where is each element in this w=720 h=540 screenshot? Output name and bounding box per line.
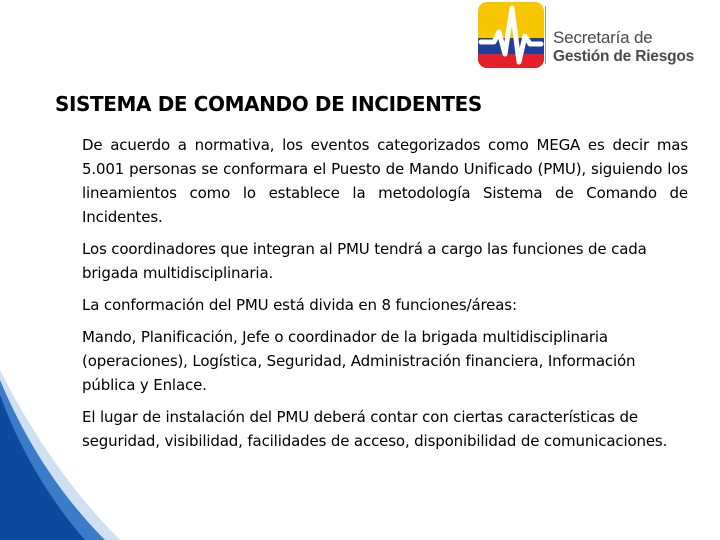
logo-line-secretaria: Secretaría de bbox=[553, 28, 653, 47]
paragraph-pmu-functions-intro: La conformación del PMU está divida en 8 funciones/áreas: bbox=[82, 296, 517, 314]
slide-title: SISTEMA DE COMANDO DE INCIDENTES bbox=[55, 92, 482, 116]
logo-divider bbox=[545, 6, 546, 64]
slide-body bbox=[82, 133, 688, 461]
paragraph-mega-events: De acuerdo a normativa, los eventos categorizados como MEGA es decir mas 5.001 personas se conformara el Puesto de Mando Unificado (PMU), siguiendo los lineamientos como lo establece la metodología Sistema de Comando de Incidentes. bbox=[82, 136, 688, 226]
logo-wordmark bbox=[553, 28, 694, 66]
paragraph-coordinators: Los coordinadores que integran al PMU tendrá a cargo las funciones de cada brigada multidisciplinaria. bbox=[82, 240, 647, 282]
paragraph-installation-site: El lugar de instalación del PMU deberá contar con ciertas características de seguridad, visibilidad, facilidades de acceso, disponibilidad de comunicaciones. bbox=[82, 408, 668, 450]
paragraph-pmu-functions-list: Mando, Planificación, Jefe o coordinador de la brigada multidisciplinaria (operaciones), Logística, Seguridad, Administración financiera, Información pública y Enlace. bbox=[82, 328, 636, 394]
ecuador-flag-ecg-icon bbox=[478, 2, 544, 68]
secretaria-logo bbox=[478, 2, 720, 68]
logo-line-gestion-riesgos: Gestión de Riesgos bbox=[553, 48, 695, 65]
